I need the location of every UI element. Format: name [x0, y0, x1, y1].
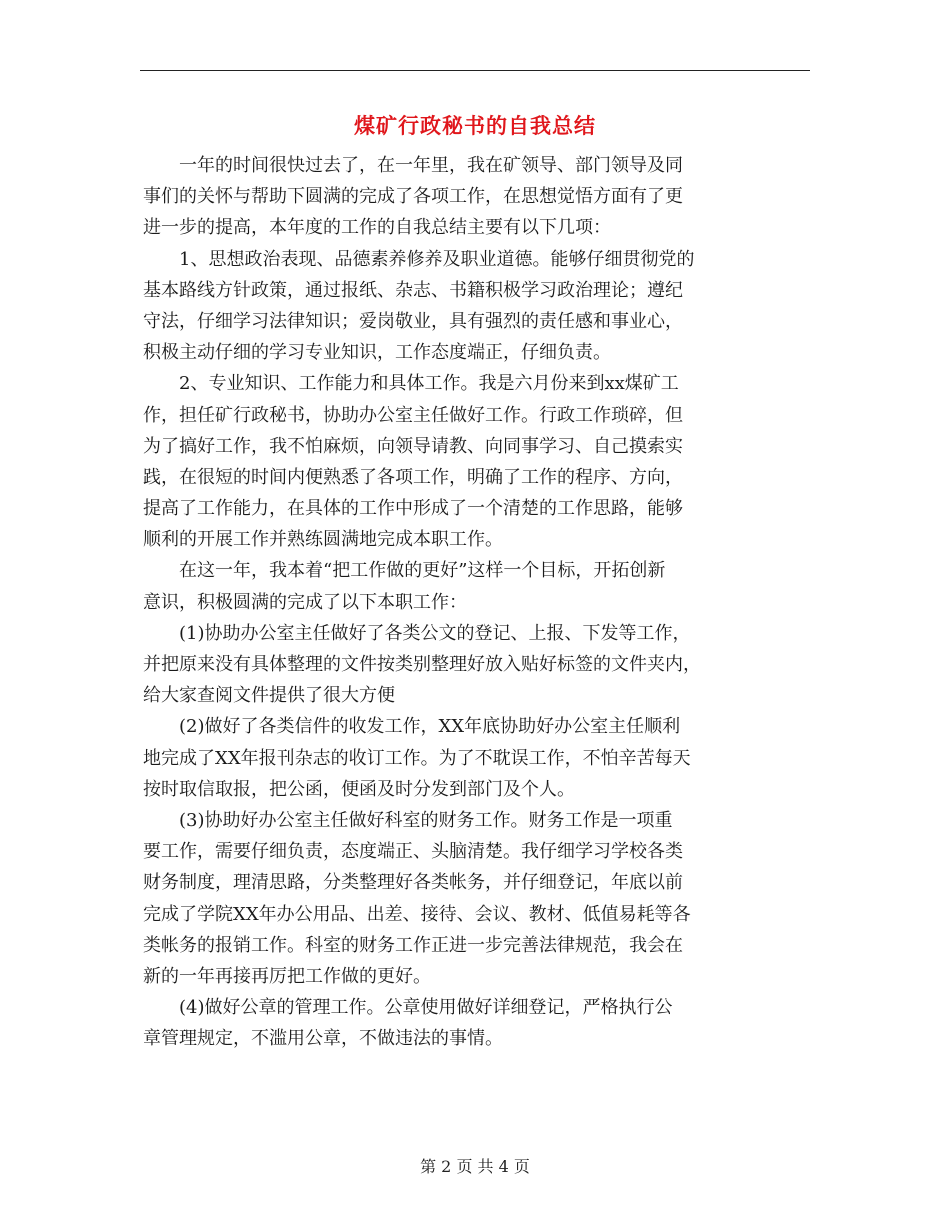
- text-line: 章管理规定，不滥用公章，不做违法的事情。: [143, 1028, 503, 1050]
- text-line: 践，在很短的时间内便熟悉了各项工作，明确了工作的程序、方向，: [143, 466, 683, 488]
- text-line: 1、思想政治表现、品德素养修养及职业道德。能够仔细贯彻党的: [143, 248, 695, 270]
- text-line: 按时取信取报，把公函，便函及时分发到部门及个人。: [143, 778, 575, 800]
- text-line: 顺利的开展工作并熟练圆满地完成本职工作。: [143, 529, 503, 551]
- text-line: (3)协助好办公室主任做好科室的财务工作。财务工作是一项重: [143, 809, 673, 831]
- text-line: 为了搞好工作，我不怕麻烦，向领导请教、向同事学习、自己摸索实: [143, 435, 683, 457]
- text-line: 一年的时间很快过去了，在一年里，我在矿领导、部门领导及同: [143, 155, 683, 176]
- text-line: 给大家查阅文件提供了很大方便: [143, 685, 395, 707]
- text-line: 在这一年，我本着“把工作做的更好”这样一个目标，开拓创新: [143, 560, 666, 582]
- text-line: (4)做好公章的管理工作。公章使用做好详细登记，严格执行公: [143, 997, 673, 1019]
- text-line: 地完成了XX年报刊杂志的收订工作。为了不耽误工作，不怕辛苦每天: [143, 747, 691, 769]
- text-line: 财务制度，理清思路，分类整理好各类帐务，并仔细登记，年底以前: [143, 872, 683, 894]
- text-line: 作，担任矿行政秘书，协助办公室主任做好工作。行政工作琐碎，但: [143, 404, 683, 426]
- text-line: 意识，积极圆满的完成了以下本职工作：: [143, 591, 467, 613]
- text-line: 事们的关怀与帮助下圆满的完成了各项工作，在思想觉悟方面有了更: [143, 186, 683, 208]
- text-line: 守法，仔细学习法律知识；爱岗敬业，具有强烈的责任感和事业心，: [143, 310, 683, 332]
- document-body: [143, 150, 815, 1054]
- page-footer: 第 2 页 共 4 页: [420, 1157, 530, 1176]
- text-line: 基本路线方针政策，通过报纸、杂志、书籍积极学习政治理论；遵纪: [143, 279, 683, 301]
- text-line: 进一步的提高，本年度的工作的自我总结主要有以下几项：: [143, 217, 611, 239]
- text-line: 积极主动仔细的学习专业知识，工作态度端正，仔细负责。: [143, 342, 611, 364]
- text-line: (1)协助办公室主任做好了各类公文的登记、上报、下发等工作，: [143, 622, 691, 644]
- text-line: 类帐务的报销工作。科室的财务工作正进一步完善法律规范，我会在: [143, 934, 683, 956]
- text-line: 完成了学院XX年办公用品、出差、接待、会议、教材、低值易耗等各: [143, 903, 691, 925]
- text-line: 新的一年再接再厉把工作做的更好。: [143, 965, 431, 987]
- text-line: 要工作，需要仔细负责，态度端正、头脑清楚。我仔细学习学校各类: [143, 841, 683, 863]
- text-line: 提高了工作能力，在具体的工作中形成了一个清楚的工作思路，能够: [143, 498, 683, 520]
- header-rule: [140, 70, 810, 71]
- text-line: (2)做好了各类信件的收发工作，XX年底协助好办公室主任顺利: [143, 716, 681, 738]
- document-title: 煤矿行政秘书的自我总结: [354, 113, 596, 138]
- text-line: 并把原来没有具体整理的文件按类别整理好放入贴好标签的文件夹内，: [143, 654, 701, 675]
- text-line: 2、专业知识、工作能力和具体工作。我是六月份来到xx煤矿工: [143, 373, 679, 395]
